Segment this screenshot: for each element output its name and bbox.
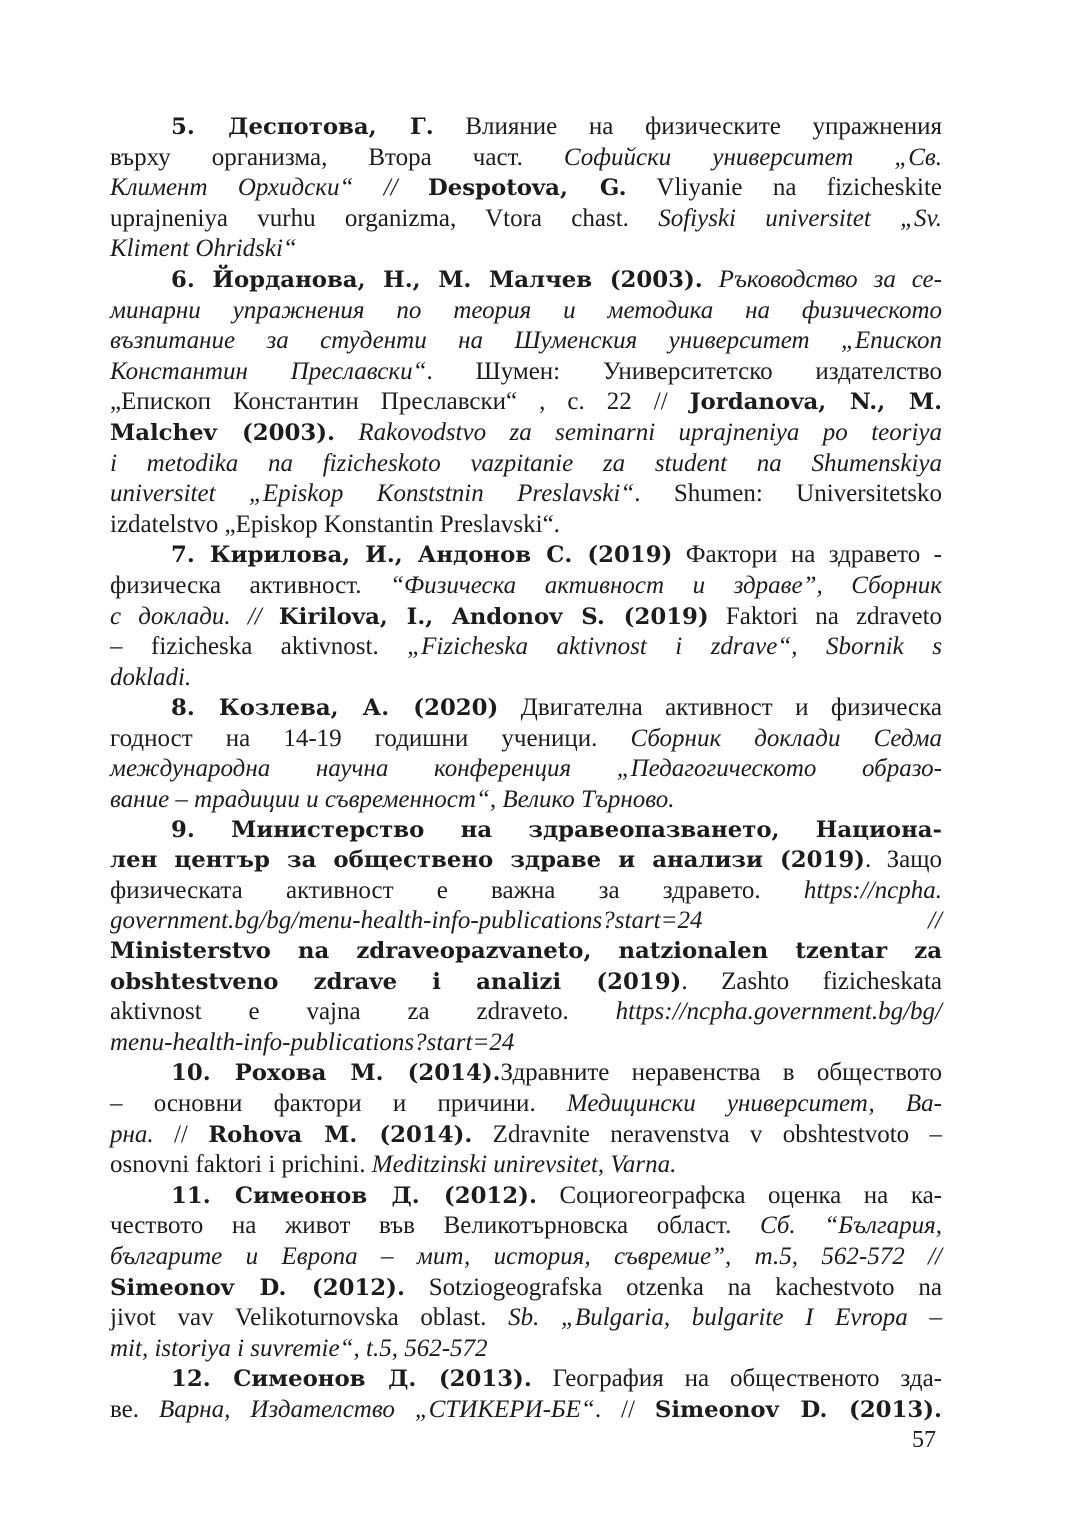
reference-line bbox=[110, 143, 942, 174]
reference-text: Фактори на здравето - bbox=[672, 541, 942, 569]
reference-entry bbox=[110, 693, 942, 815]
reference-author-bold: 7. Кирилова, И., Андонов С. (2019) bbox=[171, 542, 673, 569]
reference-title-italic: „Fizicheska aktivnost i zdrave“, Sbornik s bbox=[407, 633, 942, 661]
reference-title-italic: Софийски университет „Св. bbox=[563, 143, 943, 171]
reference-title-italic: “Физическа активност и здраве”, Сборник bbox=[390, 571, 942, 599]
reference-text: „Епископ Константин Преславски“ , с. 22 // bbox=[110, 388, 690, 416]
reference-title-italic: mit, istoriya i suvremie“, t.5, 562-572 bbox=[110, 1334, 488, 1362]
reference-line bbox=[110, 1242, 942, 1273]
reference-line bbox=[110, 816, 942, 846]
reference-title-italic: https://ncpha. bbox=[803, 876, 942, 904]
reference-line bbox=[110, 1089, 942, 1120]
reference-line bbox=[110, 357, 942, 388]
reference-line bbox=[110, 112, 942, 143]
reference-author-bold: Simeonov D. (2013). bbox=[654, 1396, 942, 1423]
reference-text: aktivnost e vajna za zdraveto. bbox=[110, 998, 616, 1026]
reference-title-italic: Rakovodstvo za seminarni uprajneniya po teoriya bbox=[334, 418, 943, 446]
reference-line bbox=[110, 265, 942, 296]
reference-title-italic: минарни упражнения по теория и методика на физическото bbox=[110, 296, 942, 324]
reference-line bbox=[110, 997, 942, 1028]
reference-author-bold: Ministerstvo na zdraveopazvaneto, natzionalen tzentar za bbox=[110, 938, 942, 965]
reference-line bbox=[110, 1150, 942, 1181]
reference-line bbox=[110, 937, 942, 967]
reference-text: – основни фактори и причини. bbox=[110, 1090, 567, 1117]
reference-text: Faktori na zdraveto bbox=[708, 602, 943, 630]
reference-line bbox=[110, 296, 942, 327]
reference-line bbox=[110, 724, 942, 755]
reference-line bbox=[110, 1028, 942, 1059]
reference-text: Влияние на физическите упражнения bbox=[433, 113, 942, 140]
reference-entry bbox=[110, 265, 942, 540]
references-list bbox=[110, 112, 942, 1426]
reference-title-italic: възпитание за студенти на Шуменския университет „Епископ bbox=[110, 327, 942, 355]
reference-line bbox=[110, 967, 942, 998]
reference-author-bold: Rohova M. (2014). bbox=[208, 1121, 473, 1148]
reference-text: Sotziogeografska otzenka na kachestvoto na bbox=[404, 1273, 942, 1301]
reference-text: Vliyanie na fizicheskite bbox=[626, 174, 942, 202]
reference-line bbox=[110, 754, 942, 785]
reference-title-italic: Meditzinski unirevsitet, Varna. bbox=[371, 1151, 677, 1179]
reference-text: uprajneniya vurhu organizma, Vtora chast. bbox=[110, 204, 659, 232]
reference-text: ве. bbox=[110, 1395, 159, 1423]
reference-line bbox=[110, 1303, 942, 1334]
reference-text: чеството на живот във Великотърновска област. bbox=[110, 1212, 761, 1240]
page-number: 57 bbox=[912, 1427, 936, 1453]
reference-text: Двигателна активност и физическа bbox=[498, 694, 943, 722]
reference-title-italic: рна. bbox=[110, 1120, 154, 1148]
reference-line bbox=[110, 1395, 942, 1426]
reference-line bbox=[110, 449, 942, 480]
reference-text: върху организма, Втора част. bbox=[110, 143, 564, 171]
reference-entry bbox=[110, 1058, 942, 1180]
reference-author-bold: 12. Симеонов Д. (2013). bbox=[171, 1366, 532, 1393]
reference-line bbox=[110, 785, 942, 816]
reference-title-italic: Kliment Ohridski“ bbox=[110, 235, 297, 263]
reference-line bbox=[110, 418, 942, 449]
reference-author-bold: 11. Симеонов Д. (2012). bbox=[171, 1182, 537, 1209]
reference-line bbox=[110, 173, 942, 204]
reference-title-italic: i metodika na fizicheskoto vazpitanie za student na Shumenskiya bbox=[110, 449, 942, 477]
reference-text: Здравните неравенства в обществото bbox=[500, 1059, 942, 1087]
reference-author-bold: Malchev (2003). bbox=[110, 419, 335, 446]
reference-text: годност на 14-19 годишни ученици. bbox=[110, 724, 631, 752]
reference-title-italic: Варна, Издателство „СТИКЕРИ-БЕ“ bbox=[158, 1395, 595, 1423]
reference-line bbox=[110, 510, 942, 541]
reference-line bbox=[110, 1181, 942, 1212]
reference-title-italic: Сборник доклади Седма bbox=[630, 724, 942, 752]
reference-text: – fizicheska aktivnost. bbox=[110, 633, 408, 661]
reference-title-italic: menu-health-info-publications?start=24 bbox=[110, 1028, 515, 1056]
reference-title-italic: Медицински университет, Ва- bbox=[566, 1090, 943, 1117]
reference-text: . Защо bbox=[864, 846, 942, 874]
reference-title-italic: Sb. „Bulgaria, bulgarite I Evropa – bbox=[508, 1304, 943, 1332]
reference-line bbox=[110, 663, 942, 694]
reference-line bbox=[110, 326, 942, 357]
reference-author-bold: Despotova, G. bbox=[427, 175, 627, 202]
reference-author-bold: 10. Рохова М. (2014). bbox=[171, 1060, 501, 1087]
reference-author-bold: Simeonov D. (2012). bbox=[110, 1274, 405, 1301]
reference-line bbox=[110, 1120, 942, 1151]
reference-line bbox=[110, 693, 942, 724]
reference-text: Zdravnite neravenstva v obshtestvoto – bbox=[472, 1120, 942, 1148]
reference-title-italic: Константин Преславски“ bbox=[110, 357, 427, 385]
reference-title-italic: Сб. “България, bbox=[760, 1212, 942, 1240]
reference-text: . // bbox=[594, 1395, 655, 1423]
reference-line bbox=[110, 906, 942, 937]
reference-title-italic: българите и Европа – мит, история, съвремие”, т.5, 562-572 // bbox=[110, 1242, 942, 1270]
reference-title-italic: Климент Орхидски“ // bbox=[110, 174, 428, 202]
reference-title-italic: вание – традиции и съвременност“, Велико Търново. bbox=[110, 786, 675, 814]
reference-title-italic: Sofiyski universitet „Sv. bbox=[658, 204, 942, 232]
reference-title-italic: международна научна конференция „Педагогическото образо- bbox=[110, 755, 942, 783]
reference-title-italic: https://ncpha.government.bg/bg/ bbox=[615, 998, 942, 1026]
reference-title-italic: government.bg/bg/menu-health-info-publications?start=24 // bbox=[110, 907, 942, 935]
reference-title-italic: Ръководство за се- bbox=[702, 265, 942, 293]
reference-author-bold: Jordanova, N., M. bbox=[689, 389, 943, 416]
reference-author-bold: 6. Йорданова, Н., М. Малчев (2003). bbox=[171, 266, 703, 293]
reference-line bbox=[110, 845, 942, 876]
reference-text: . Shumen: Universitetsko bbox=[634, 480, 942, 508]
reference-line bbox=[110, 602, 942, 633]
reference-text: Социогеографска оценка на ка- bbox=[536, 1181, 943, 1209]
reference-line bbox=[110, 234, 942, 265]
reference-line bbox=[110, 479, 942, 510]
reference-entry bbox=[110, 112, 942, 265]
reference-text: География на общественото зда- bbox=[531, 1365, 942, 1393]
reference-title-italic: с доклади. // bbox=[110, 602, 279, 630]
reference-line bbox=[110, 632, 942, 663]
reference-title-italic: universitet „Episkop Konststnin Preslavski“ bbox=[110, 480, 635, 508]
reference-line bbox=[110, 1334, 942, 1365]
reference-line bbox=[110, 204, 942, 235]
reference-author-bold: 8. Козлева, А. (2020) bbox=[171, 695, 499, 722]
reference-author-bold: 9. Министерство на здравеопазването, Национа- bbox=[171, 816, 942, 843]
reference-text: физическа активност. bbox=[110, 571, 391, 599]
reference-line bbox=[110, 1211, 942, 1242]
reference-text: izdatelstvo „Episkop Konstantin Preslavski“. bbox=[110, 510, 560, 538]
reference-line bbox=[110, 540, 942, 571]
reference-text: . Zashto fizicheskata bbox=[681, 967, 942, 995]
reference-author-bold: Kirilova, I., Andonov S. (2019) bbox=[278, 603, 709, 630]
reference-entry bbox=[110, 816, 942, 1059]
reference-line bbox=[110, 1273, 942, 1304]
reference-line bbox=[110, 387, 942, 418]
reference-text: jivot vav Velikoturnovska oblast. bbox=[110, 1304, 509, 1332]
reference-author-bold: 5. Деспотова, Г. bbox=[171, 114, 434, 140]
reference-text: . Шумен: Университетско издателство bbox=[426, 357, 942, 385]
reference-author-bold: obshtestveno zdrave i analizi (2019) bbox=[110, 968, 682, 995]
reference-title-italic: dokladi. bbox=[110, 663, 192, 691]
reference-line bbox=[110, 571, 942, 602]
reference-entry bbox=[110, 540, 942, 693]
reference-author-bold: лен център за обществено здраве и анализи (2019) bbox=[110, 847, 865, 874]
reference-line bbox=[110, 876, 942, 907]
reference-entry bbox=[110, 1364, 942, 1425]
reference-entry bbox=[110, 1181, 942, 1365]
reference-text: физическата активност е важна за здравето. bbox=[110, 876, 804, 904]
reference-line bbox=[110, 1058, 942, 1089]
reference-text: osnovni faktori i prichini. bbox=[110, 1151, 372, 1179]
reference-text: // bbox=[153, 1120, 209, 1148]
reference-line bbox=[110, 1364, 942, 1395]
